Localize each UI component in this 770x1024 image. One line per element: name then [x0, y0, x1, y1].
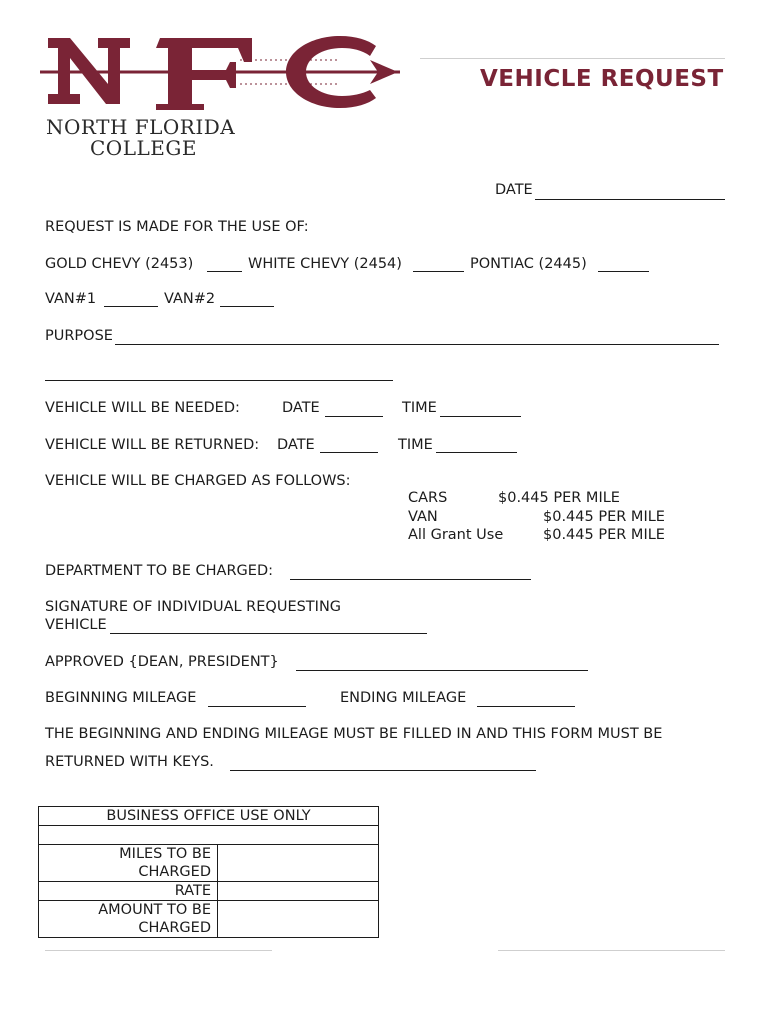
vehicle-van2-label: VAN#2: [164, 291, 216, 307]
amount-label-cell: [39, 901, 218, 938]
rate-type-van: VAN: [408, 509, 438, 525]
vehicle-van1-label: VAN#1: [45, 291, 97, 307]
vehicle-pontiac-field[interactable]: [598, 271, 649, 272]
vehicle-van2-field[interactable]: [220, 306, 274, 307]
amount-value-cell[interactable]: [218, 901, 379, 938]
purpose-field-line2[interactable]: [45, 380, 393, 381]
amount-label-2: CHARGED: [138, 920, 211, 936]
miles-value-cell[interactable]: [218, 845, 379, 882]
vehicle-white-chevy-field[interactable]: [413, 271, 464, 272]
vehicle-pontiac-label: PONTIAC (2445): [470, 256, 587, 272]
business-office-header: BUSINESS OFFICE USE ONLY: [39, 807, 379, 826]
needed-date-field[interactable]: [325, 416, 383, 417]
signature-label-1: SIGNATURE OF INDIVIDUAL REQUESTING: [45, 599, 342, 615]
needed-label: VEHICLE WILL BE NEEDED:: [45, 400, 240, 416]
needed-time-label: TIME: [402, 400, 437, 416]
nfc-logo-graphic: [40, 30, 420, 110]
business-office-blank-row[interactable]: [39, 826, 379, 845]
notice-line1: THE BEGINNING AND ENDING MILEAGE MUST BE FILLED IN AND THIS FORM MUST BE: [45, 726, 663, 742]
returned-date-label: DATE: [277, 437, 315, 453]
returned-label: VEHICLE WILL BE RETURNED:: [45, 437, 260, 453]
request-intro: REQUEST IS MADE FOR THE USE OF:: [45, 219, 309, 235]
returned-date-field[interactable]: [320, 452, 378, 453]
approved-field[interactable]: [296, 670, 588, 671]
returned-time-label: TIME: [398, 437, 433, 453]
header-rule: [420, 58, 725, 59]
amount-label-1: AMOUNT TO BE: [98, 902, 211, 918]
business-office-table: [38, 806, 379, 938]
department-field[interactable]: [290, 579, 531, 580]
purpose-label: PURPOSE: [45, 328, 113, 344]
charged-label: VEHICLE WILL BE CHARGED AS FOLLOWS:: [45, 473, 351, 489]
miles-label-1: MILES TO BE: [119, 846, 211, 862]
miles-label-cell: [39, 845, 218, 882]
date-field[interactable]: [535, 199, 725, 200]
vehicle-gold-chevy-label: GOLD CHEVY (2453): [45, 256, 194, 272]
rate-value-van: $0.445 PER MILE: [543, 509, 665, 525]
keys-field[interactable]: [230, 770, 536, 771]
rate-value-grant: $0.445 PER MILE: [543, 527, 665, 543]
vehicle-van1-field[interactable]: [104, 306, 158, 307]
beginning-mileage-field[interactable]: [208, 706, 306, 707]
signature-label-2: VEHICLE: [45, 617, 107, 633]
purpose-field[interactable]: [115, 344, 719, 345]
rate-label: RATE: [39, 882, 218, 901]
returned-time-field[interactable]: [436, 452, 517, 453]
approved-label: APPROVED {DEAN, PRESIDENT}: [45, 654, 279, 670]
rate-type-cars: CARS: [408, 490, 448, 506]
date-label: DATE: [495, 182, 533, 198]
vehicle-white-chevy-label: WHITE CHEVY (2454): [248, 256, 402, 272]
page-title: VEHICLE REQUEST: [480, 66, 724, 92]
notice-line2: RETURNED WITH KEYS.: [45, 754, 214, 770]
rate-type-grant: All Grant Use: [408, 527, 504, 543]
ending-mileage-field[interactable]: [477, 706, 575, 707]
miles-label-2: CHARGED: [138, 864, 211, 880]
needed-date-label: DATE: [282, 400, 320, 416]
rate-value-cell[interactable]: [218, 882, 379, 901]
footer-rule-left: [45, 950, 272, 951]
department-label: DEPARTMENT TO BE CHARGED:: [45, 563, 273, 579]
rate-value-cars: $0.445 PER MILE: [498, 490, 620, 506]
signature-field[interactable]: [110, 633, 427, 634]
needed-time-field[interactable]: [440, 416, 521, 417]
college-name-line2: COLLEGE: [90, 136, 197, 160]
college-name-line1: NORTH FLORIDA: [46, 115, 236, 139]
vehicle-gold-chevy-field[interactable]: [207, 271, 242, 272]
footer-rule-right: [498, 950, 725, 951]
beginning-mileage-label: BEGINNING MILEAGE: [45, 690, 197, 706]
ending-mileage-label: ENDING MILEAGE: [340, 690, 467, 706]
college-logo: [40, 30, 420, 110]
